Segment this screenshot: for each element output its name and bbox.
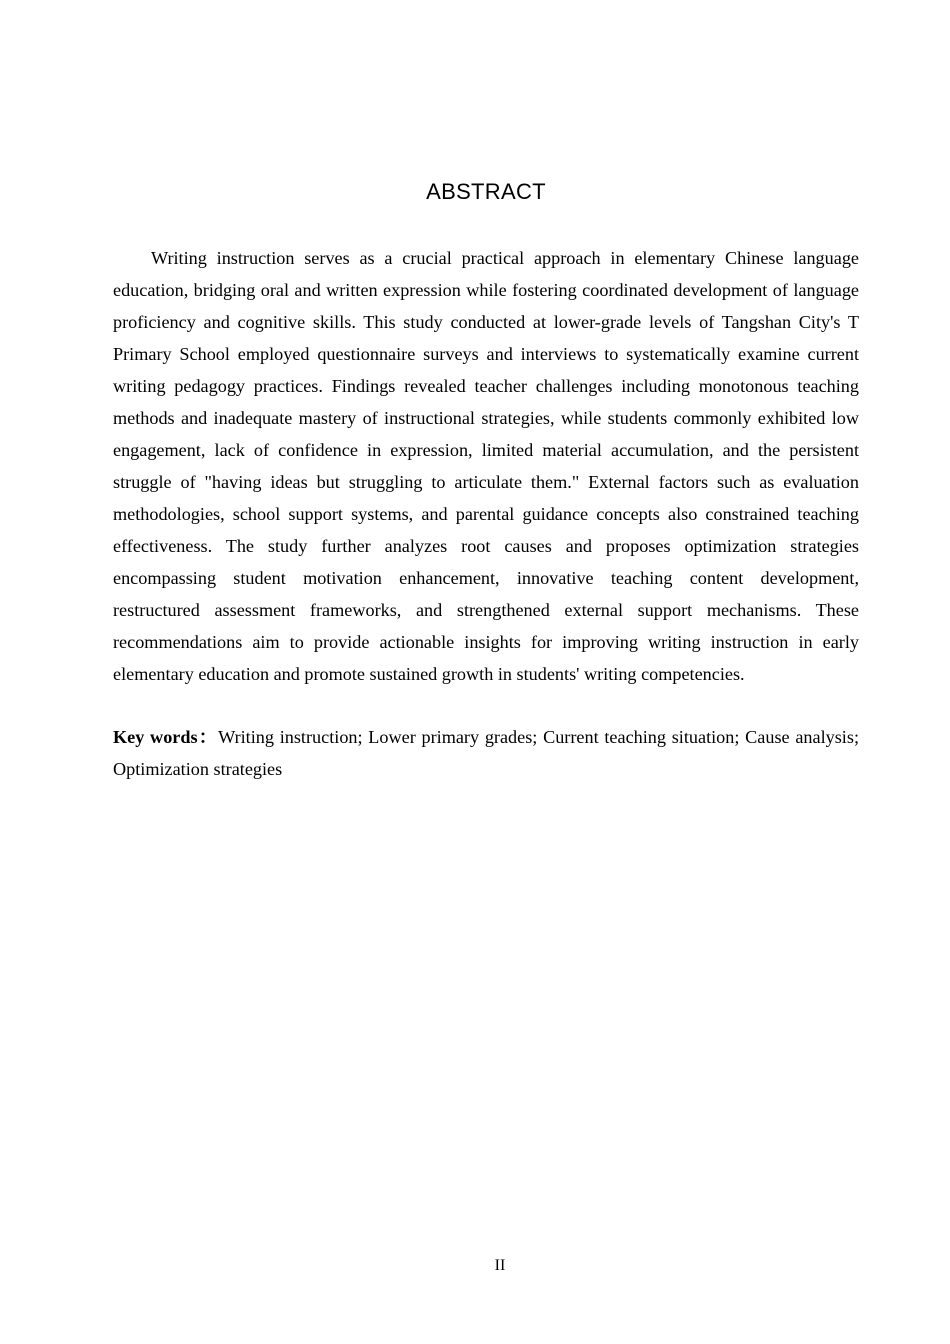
keywords-paragraph — [113, 721, 859, 785]
abstract-body: Writing instruction serves as a crucial practical approach in elementary Chinese language education, bridging oral and written expression while fostering coordinated development of language proficiency and cognitive skills. This study conducted at lower-grade levels of Tangshan City's T Primary School employed questionnaire surveys and interviews to systematically examine current writing pedagogy practices. Findings revealed teacher challenges including monotonous teaching methods and inadequate mastery of instructional strategies, while students commonly exhibited low engagement, lack of confidence in expression, limited material accumulation, and the persistent struggle of "having ideas but struggling to articulate them." External factors such as evaluation methodologies, school support systems, and parental guidance concepts also constrained teaching effectiveness. The study further analyzes root causes and proposes optimization strategies encompassing student motivation enhancement, innovative teaching content development, restructured assessment frameworks, and strengthened external support mechanisms. These recommendations aim to provide actionable insights for improving writing instruction in early elementary education and promote sustained growth in students' writing competencies. — [113, 248, 859, 684]
keywords-label: Key words： — [113, 727, 219, 747]
abstract-title: ABSTRACT — [426, 179, 546, 204]
keywords-text: Writing instruction; Lower primary grades; Current teaching situation; Cause analysis; Optimization strategies — [113, 727, 859, 779]
page-number: II — [494, 1257, 506, 1274]
